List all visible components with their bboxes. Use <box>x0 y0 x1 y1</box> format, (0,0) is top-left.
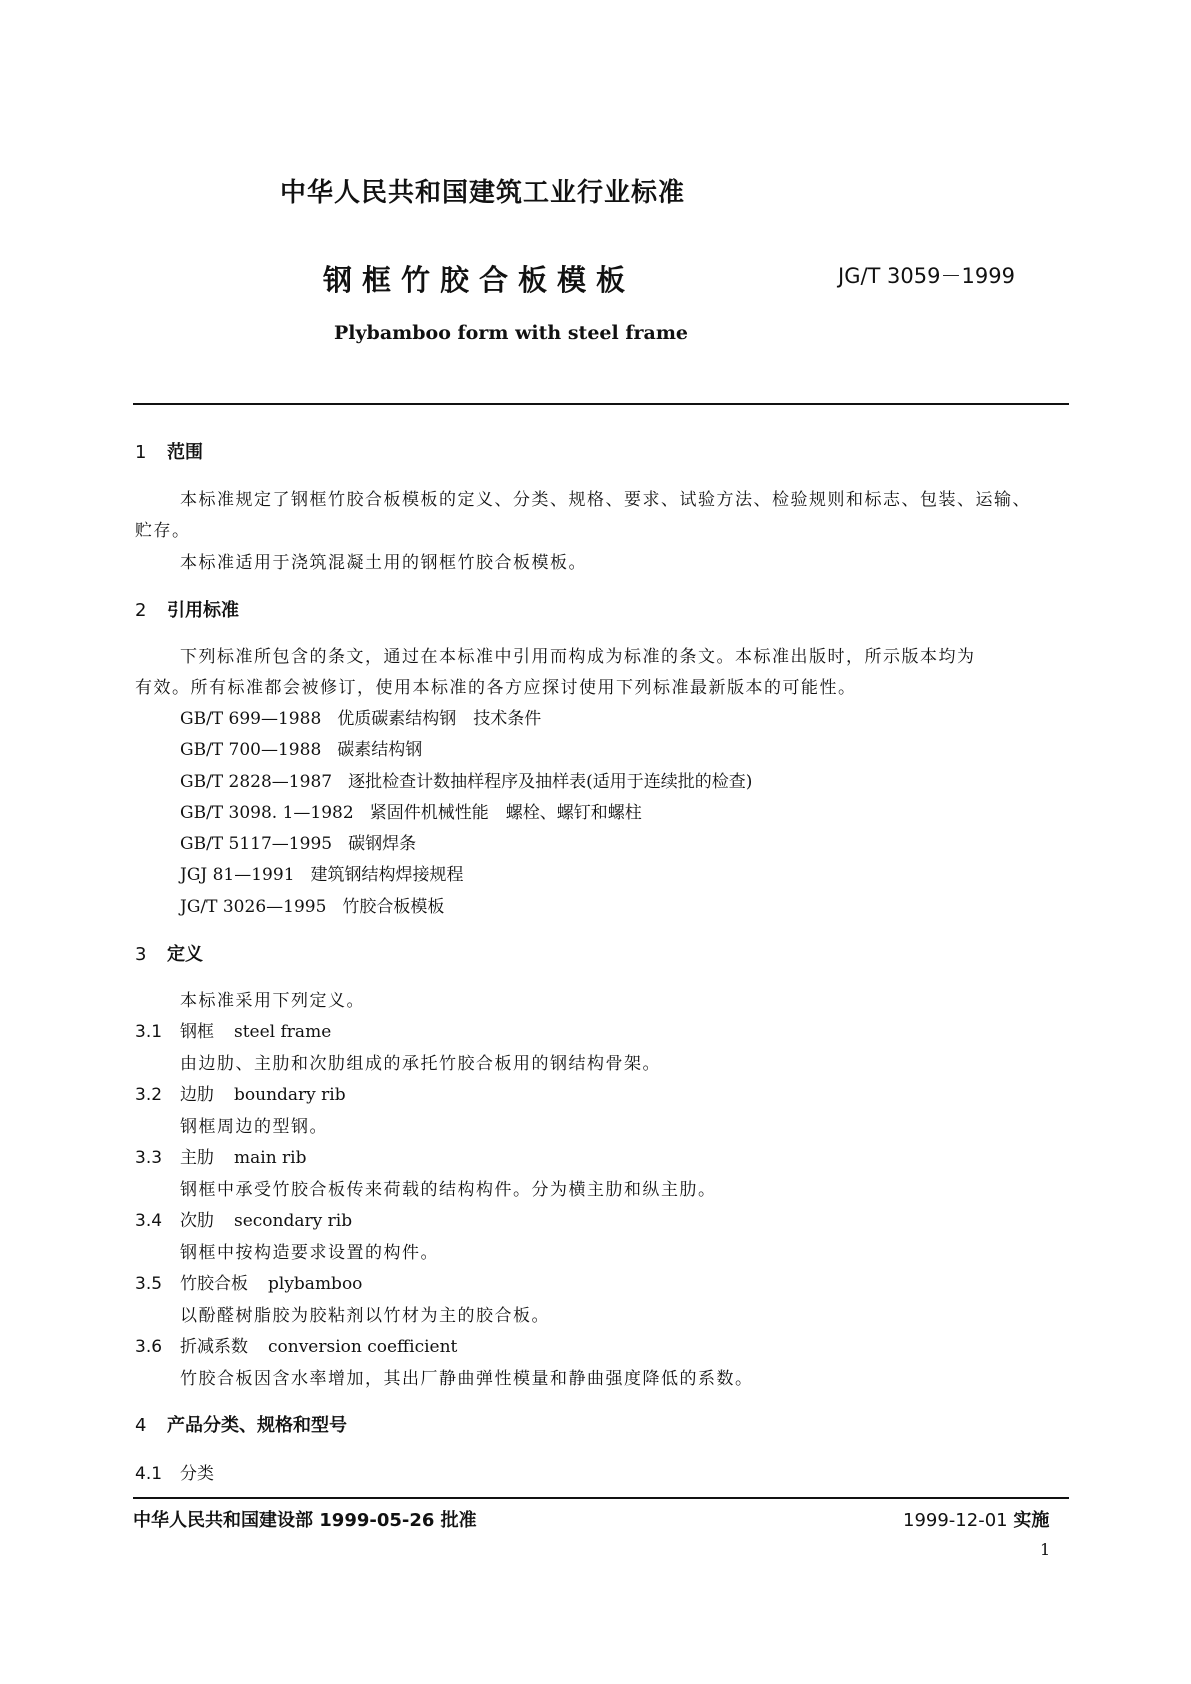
reference-title: 优质碳素结构钢 技术条件 <box>337 709 542 729</box>
section-number: 2 <box>135 600 147 621</box>
document-title-english: Plybamboo form with steel frame <box>334 322 689 344</box>
term-chinese: 边肋 <box>180 1085 214 1105</box>
term-english: boundary rib <box>234 1085 346 1105</box>
reference-code: GB/T 3098. 1—1982 <box>180 803 354 823</box>
implementation-date: 1999-12-01 <box>903 1510 1008 1531</box>
paragraph: 本标准规定了钢框竹胶合板模板的定义、分类、规格、要求、试验方法、检验规则和标志、包装、运输、 <box>180 490 1031 510</box>
term-chinese: 次肋 <box>180 1211 214 1231</box>
approval-line: 中华人民共和国建设部 1999-05-26 批准 <box>133 1510 477 1531</box>
clause-number: 3.3 <box>135 1148 163 1168</box>
definition-term <box>135 1143 307 1168</box>
definition-term <box>135 1206 352 1231</box>
implementation-line <box>903 1506 1049 1532</box>
reference-item <box>180 767 752 792</box>
term-english: steel frame <box>234 1022 332 1042</box>
definition-term <box>135 1017 331 1042</box>
clause-number: 3.5 <box>135 1274 163 1294</box>
definition-term <box>135 1332 457 1357</box>
section-title: 定义 <box>167 944 203 965</box>
definition-description: 钢框周边的型钢。 <box>180 1117 328 1137</box>
paragraph: 本标准适用于浇筑混凝土用的钢框竹胶合板模板。 <box>180 553 587 573</box>
term-english: main rib <box>234 1148 307 1168</box>
section-number: 3 <box>135 944 147 965</box>
subsection-title: 分类 <box>180 1464 214 1484</box>
reference-title: 碳素结构钢 <box>337 740 423 760</box>
definition-term <box>135 1080 346 1105</box>
standard-code: JG/T 3059－1999 <box>838 264 1015 288</box>
reference-code: GB/T 2828—1987 <box>180 772 333 792</box>
paragraph: 下列标准所包含的条文，通过在本标准中引用而构成为标准的条文。本标准出版时，所示版本均为 <box>180 647 976 667</box>
term-english: secondary rib <box>234 1211 353 1231</box>
reference-code: GB/T 5117—1995 <box>180 834 333 854</box>
subsection-4-1-heading <box>135 1459 214 1484</box>
reference-item <box>180 829 416 854</box>
section-number: 1 <box>135 442 147 463</box>
definition-description: 由边肋、主肋和次肋组成的承托竹胶合板用的钢结构骨架。 <box>180 1054 661 1074</box>
page-number: 1 <box>1040 1540 1051 1559</box>
term-english: conversion coefficient <box>268 1337 458 1357</box>
reference-code: GB/T 699—1988 <box>180 709 322 729</box>
clause-number: 3.1 <box>135 1022 163 1042</box>
definition-term <box>135 1269 362 1294</box>
section-4-heading <box>135 1411 347 1437</box>
section-title: 范围 <box>167 442 203 463</box>
clause-number: 4.1 <box>135 1464 163 1484</box>
reference-title: 竹胶合板模板 <box>342 897 445 917</box>
section-2-heading <box>135 596 239 622</box>
reference-title: 紧固件机械性能 螺栓、螺钉和螺柱 <box>369 803 642 823</box>
term-chinese: 竹胶合板 <box>180 1274 248 1294</box>
reference-item <box>180 892 444 917</box>
reference-code: JG/T 3026—1995 <box>180 897 327 917</box>
reference-title: 逐批检查计数抽样程序及抽样表(适用于连续批的检查) <box>348 772 753 792</box>
reference-title: 建筑钢结构焊接规程 <box>310 865 464 885</box>
clause-number: 3.4 <box>135 1211 163 1231</box>
term-chinese: 钢框 <box>180 1022 214 1042</box>
reference-code: GB/T 700—1988 <box>180 740 322 760</box>
implementation-label: 实施 <box>1013 1510 1050 1531</box>
section-title: 产品分类、规格和型号 <box>167 1415 347 1436</box>
reference-item <box>180 704 541 729</box>
reference-item <box>180 798 642 823</box>
section-number: 4 <box>135 1415 147 1436</box>
reference-title: 碳钢焊条 <box>348 834 417 854</box>
issuing-organization: 中华人民共和国建筑工业行业标准 <box>280 178 686 208</box>
clause-number: 3.6 <box>135 1337 163 1357</box>
header-divider <box>133 403 1069 405</box>
definition-description: 以酚醛树脂胶为胶粘剂以竹材为主的胶合板。 <box>180 1306 550 1326</box>
definition-description: 钢框中承受竹胶合板传来荷载的结构构件。分为横主肋和纵主肋。 <box>180 1180 717 1200</box>
reference-item <box>180 735 422 760</box>
definition-description: 竹胶合板因含水率增加，其出厂静曲弹性模量和静曲强度降低的系数。 <box>180 1369 754 1389</box>
reference-item <box>180 860 464 885</box>
term-english: plybamboo <box>268 1274 363 1294</box>
definition-description: 钢框中按构造要求设置的构件。 <box>180 1243 439 1263</box>
paragraph-continuation: 贮存。 <box>135 521 191 541</box>
reference-code: JGJ 81—1991 <box>180 865 295 885</box>
paragraph: 本标准采用下列定义。 <box>180 991 365 1011</box>
section-title: 引用标准 <box>167 600 239 621</box>
footer-divider <box>133 1497 1069 1499</box>
paragraph-continuation: 有效。所有标准都会被修订，使用本标准的各方应探讨使用下列标准最新版本的可能性。 <box>135 678 857 698</box>
clause-number: 3.2 <box>135 1085 163 1105</box>
section-1-heading <box>135 438 203 464</box>
document-title: 钢框竹胶合板模板 <box>323 263 636 297</box>
term-chinese: 主肋 <box>180 1148 214 1168</box>
term-chinese: 折减系数 <box>180 1337 248 1357</box>
section-3-heading <box>135 940 203 966</box>
